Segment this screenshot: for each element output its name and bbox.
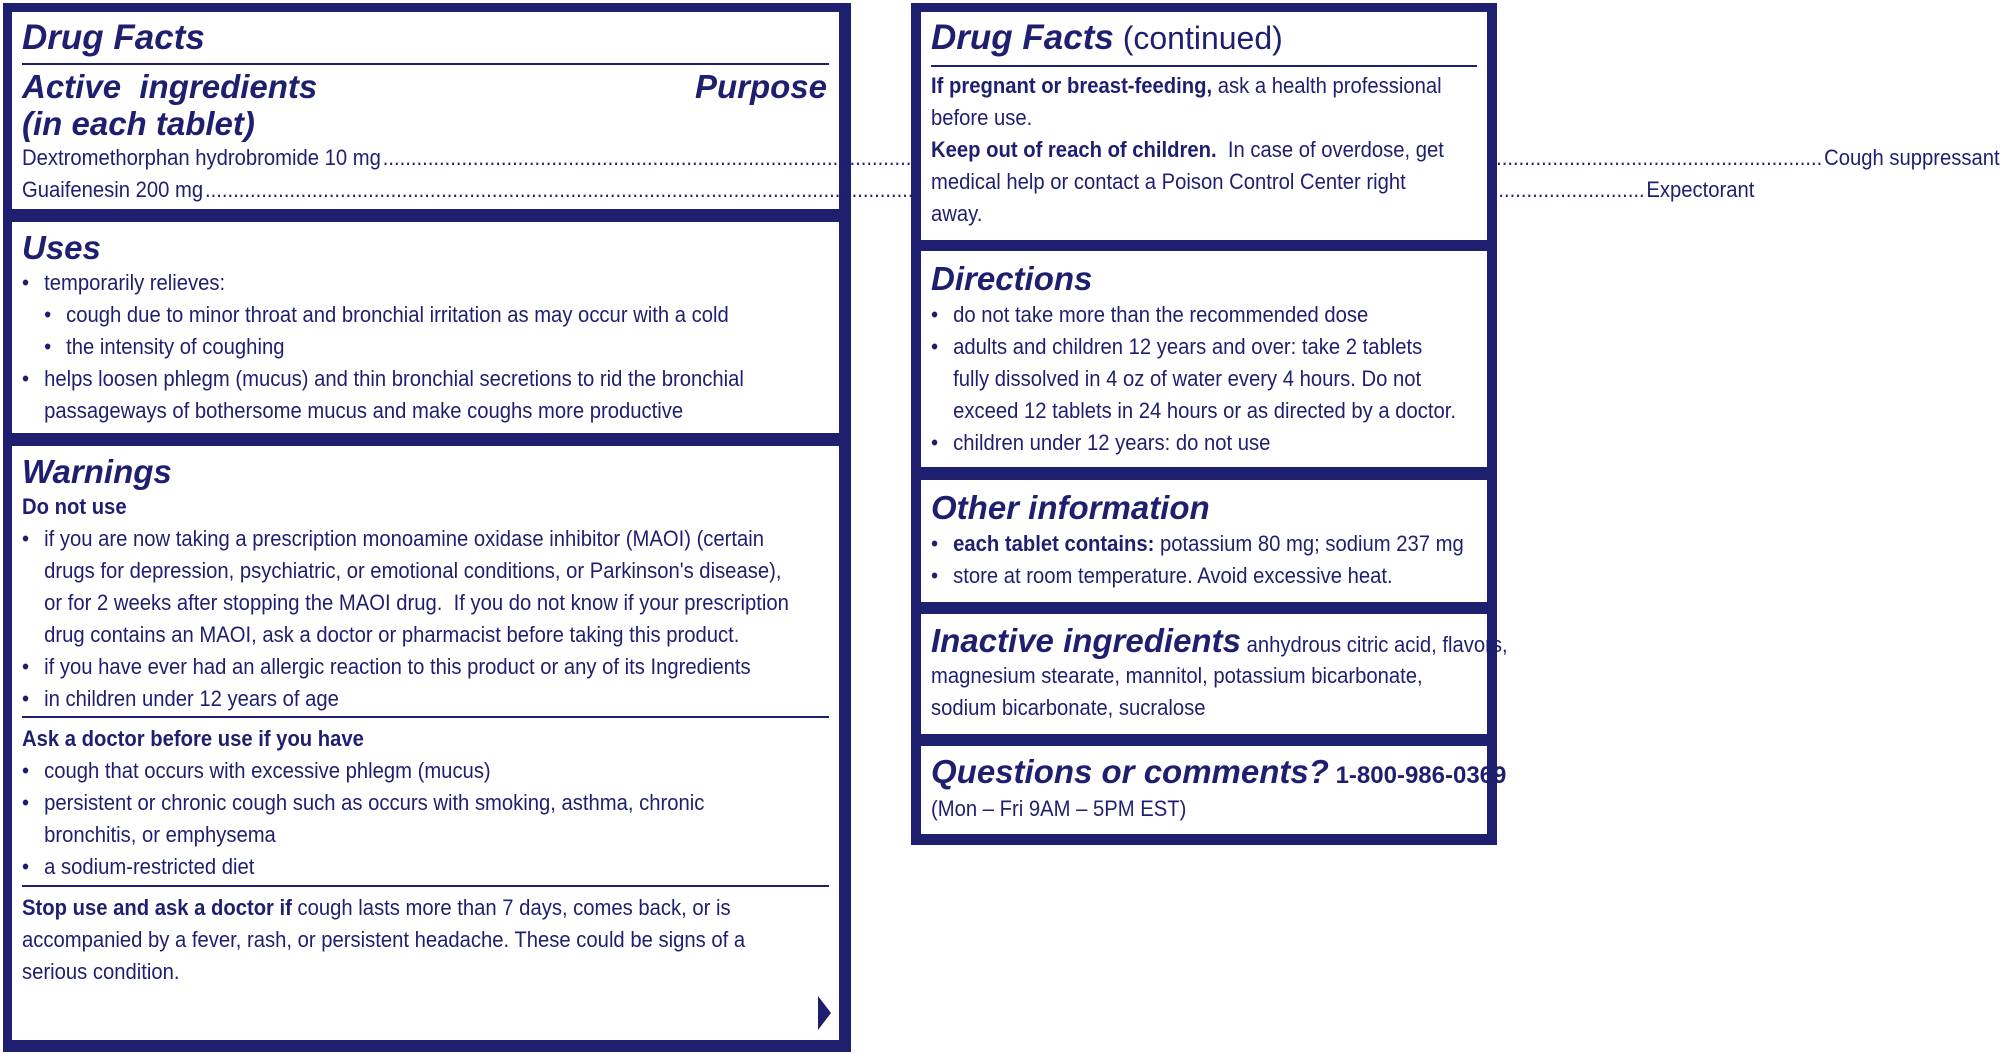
active-ingredients-heading: Active ingredients xyxy=(22,68,318,105)
keep-out-label: Keep out of reach of children. xyxy=(931,137,1217,162)
purpose-heading: Purpose xyxy=(694,68,827,105)
stop-use-text: cough lasts more than 7 days, comes back, or is xyxy=(291,895,731,920)
phone-number: 1-800-986-0369 xyxy=(1328,762,1507,789)
list-item xyxy=(22,523,832,651)
each-tablet-text: potassium 80 mg; sodium 237 mg xyxy=(1154,531,1464,556)
line: bronchitis, or emphysema xyxy=(44,822,276,847)
line: • persistent or chronic cough such as occurs with smoking, asthma, chronic xyxy=(44,790,705,815)
line: drugs for depression, psychiatric, or emotional conditions, or Parkinson's disease), xyxy=(44,558,782,583)
line: fully dissolved in 4 oz of water every 4 hours. Do not xyxy=(953,366,1422,391)
questions-hours: (Mon – Fri 9AM – 5PM EST) xyxy=(931,796,1187,821)
ingredient-name: Dextromethorphan hydrobromide 10 mg xyxy=(22,145,381,170)
ingredient-purpose: Expectorant xyxy=(1646,177,1755,202)
section-rule xyxy=(22,716,829,718)
warnings-heading: Warnings xyxy=(22,453,172,490)
line: exceed 12 tablets in 24 hours or as directed by a doctor. xyxy=(953,398,1457,423)
drug-facts-title: Drug Facts xyxy=(22,18,205,57)
title-rule xyxy=(931,65,1477,67)
line: sodium bicarbonate, sucralose xyxy=(931,695,1206,720)
uses-item2-line2: passageways of bothersome mucus and make coughs more productive xyxy=(44,398,684,423)
line: drug contains an MAOI, ask a doctor or pharmacist before taking this product. xyxy=(44,622,740,647)
list-item: • store at room temperature. Avoid excessive heat. xyxy=(931,560,1492,592)
section-rule xyxy=(22,885,829,887)
ingredient-name: Guaifenesin 200 mg xyxy=(22,177,204,202)
questions-box xyxy=(921,746,1507,834)
stop-use-content xyxy=(22,892,832,988)
stop-use-line1 xyxy=(22,892,832,924)
list-item xyxy=(931,528,1492,560)
continued-suffix: (continued) xyxy=(1113,20,1283,56)
list-item xyxy=(22,787,832,851)
line: • if you are now taking a prescription monoamine oxidase inhibitor (MAOI) (certain xyxy=(44,526,765,551)
continued-title xyxy=(931,18,1283,58)
keep-line2: medical help or contact a Poison Control Center right xyxy=(931,169,1406,194)
stop-use-label: Stop use and ask a doctor if xyxy=(22,895,292,920)
continued-box xyxy=(921,12,1487,240)
uses-item2-line1: • helps loosen phlegm (mucus) and thin bronchial secretions to rid the bronchial xyxy=(44,366,744,391)
list-item xyxy=(22,363,832,427)
do-not-use-label: Do not use xyxy=(22,494,127,519)
line: magnesium stearate, mannitol, potassium bicarbonate, xyxy=(931,663,1423,688)
directions-list xyxy=(931,299,1492,459)
other-info-heading: Other information xyxy=(931,489,1210,526)
preg-line1 xyxy=(931,70,1492,102)
keep-text: In case of overdose, get xyxy=(1216,137,1444,162)
list-item: • in children under 12 years of age xyxy=(22,683,832,715)
list-item: • a sodium-restricted diet xyxy=(22,851,832,883)
list-item: • if you have ever had an allergic reaction to this product or any of its Ingredients xyxy=(22,651,832,683)
list-item: • do not take more than the recommended dose xyxy=(931,299,1492,331)
inactive-text: anhydrous citric acid, flavors, xyxy=(1240,632,1508,657)
list-item: • the intensity of coughing xyxy=(44,331,832,363)
ingredient-purpose: Cough suppressant xyxy=(1824,145,2000,170)
active-ingredients-subheading: (in each tablet) xyxy=(22,105,255,142)
uses-heading: Uses xyxy=(22,229,101,266)
preg-text: ask a health professional xyxy=(1212,73,1442,98)
questions-first-line xyxy=(931,752,1551,792)
other-info-list xyxy=(931,528,1492,592)
ask-doctor-label: Ask a doctor before use if you have xyxy=(22,726,364,751)
list-item: • temporarily relieves: xyxy=(22,267,832,299)
keep-line1 xyxy=(931,134,1492,166)
pregnant-label: If pregnant or breast-feeding, xyxy=(931,73,1213,98)
keep-line3: away. xyxy=(931,201,983,226)
list-item xyxy=(931,331,1492,427)
continue-arrow-icon xyxy=(818,996,831,1030)
warnings-content xyxy=(22,491,832,715)
directions-box xyxy=(921,251,1487,467)
line: • adults and children 12 years and over: take 2 tablets xyxy=(953,334,1423,359)
pregnancy-content xyxy=(931,70,1492,230)
title-rule xyxy=(22,63,829,65)
line: or for 2 weeks after stopping the MAOI drug. If you do not know if your prescription xyxy=(44,590,789,615)
other-info-box xyxy=(921,480,1487,602)
list-item: • cough that occurs with excessive phlegm (mucus) xyxy=(22,755,832,787)
uses-list xyxy=(22,267,832,427)
warnings-box xyxy=(12,446,839,1040)
list-item: • children under 12 years: do not use xyxy=(931,427,1492,459)
inactive-first-line xyxy=(931,621,1551,661)
drug-facts-title: Drug Facts xyxy=(931,18,1114,57)
directions-heading: Directions xyxy=(931,260,1093,297)
preg-line2: before use. xyxy=(931,105,1033,130)
list-item: • cough due to minor throat and bronchial irritation as may occur with a cold xyxy=(44,299,832,331)
uses-box xyxy=(12,222,839,433)
inactive-heading: Inactive ingredients xyxy=(931,622,1241,659)
ask-doctor-content xyxy=(22,723,832,883)
stop-use-line2: accompanied by a fever, rash, or persistent headache. These could be signs of a xyxy=(22,927,746,952)
inactive-more xyxy=(931,660,1492,724)
each-tablet-label: each tablet contains: xyxy=(953,531,1155,556)
inactive-ingredients-box xyxy=(921,614,1508,734)
stop-use-line3: serious condition. xyxy=(22,959,180,984)
questions-heading: Questions or comments? xyxy=(931,753,1329,790)
